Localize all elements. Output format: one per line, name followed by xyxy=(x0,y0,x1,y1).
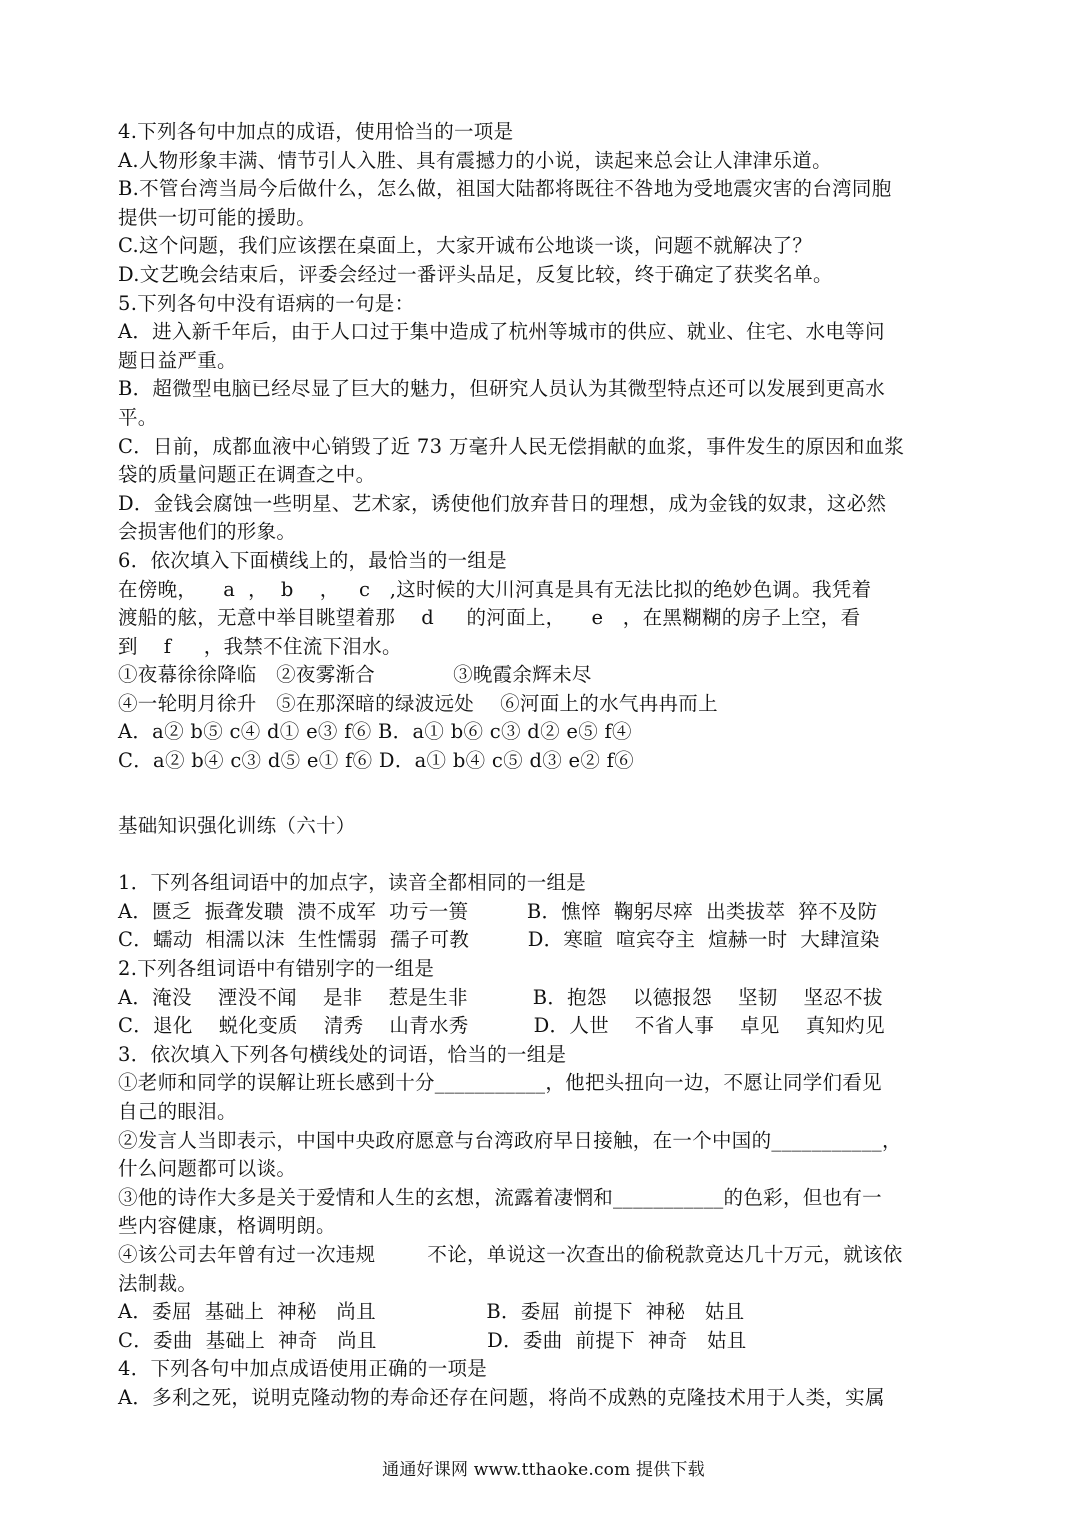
text-line: A．委屈 基础上 神秘 尚且 B．委屈 前提下 神秘 姑且 xyxy=(118,1300,745,1324)
text-line: A．多利之死，说明克隆动物的寿命还存在问题，将尚不成熟的克隆技术用于人类，实属 xyxy=(118,1385,885,1409)
spacer xyxy=(118,840,970,869)
text-line: 渡船的舷，无意中举目眺望着那 d 的河面上， e ，在黑糊糊的房子上空，看 xyxy=(118,606,861,630)
text-line: 4．下列各句中加点成语使用正确的一项是 xyxy=(118,1357,488,1381)
text-line: C．日前，成都血液中心销毁了近 73 万毫升人民无偿捐献的血浆，事件发生的原因和血浆 xyxy=(118,434,905,458)
document-page xyxy=(118,118,970,1413)
text-line: B.不管台湾当局今后做什么，怎么做，祖国大陆都将既往不咎地为受地震灾害的台湾同胞 xyxy=(118,177,892,201)
text-line: 袋的质量问题正在调查之中。 xyxy=(118,463,376,487)
section-title: 基础知识强化训练（六十） xyxy=(118,813,356,837)
exercise-block-2 xyxy=(118,869,970,1412)
text-line: 5.下列各句中没有语病的一句是： xyxy=(118,291,415,315)
text-line: C．a② b④ c③ d⑤ e① f⑥ D．a① b④ c⑤ d③ e② f⑥ xyxy=(118,749,634,773)
text-line: 在傍晚， a ， b ， c ,这时候的大川河真是具有无法比拟的绝妙色调。我凭着 xyxy=(118,577,872,601)
spacer xyxy=(118,776,970,812)
text-line: C．蠕动 相濡以沫 生性懦弱 孺子可教 D．寒暄 喧宾夺主 煊赫一时 大肆渲染 xyxy=(118,928,880,952)
exercise-block-1 xyxy=(118,118,970,776)
text-line: 2.下列各组词语中有错别字的一组是 xyxy=(118,957,435,981)
text-line: 6．依次填入下面横线上的，最恰当的一组是 xyxy=(118,548,507,572)
text-line: 些内容健康，格调明朗。 xyxy=(118,1214,336,1238)
text-line: 4.下列各句中加点的成语，使用恰当的一项是 xyxy=(118,120,514,143)
text-line: 什么问题都可以谈。 xyxy=(118,1157,297,1181)
page-footer: 通通好课网 www.tthaoke.com 提供下载 xyxy=(382,1460,705,1480)
text-line: ④该公司去年曾有过一次违规 不论，单说这一次查出的偷税款竟达几十万元，就该依 xyxy=(118,1242,903,1266)
text-line: 提供一切可能的援助。 xyxy=(118,205,317,229)
text-line: ②发言人当即表示，中国中央政府愿意与台湾政府早日接触，在一个中国的___________， xyxy=(118,1128,902,1152)
text-line: D．金钱会腐蚀一些明星、艺术家，诱使他们放弃昔日的理想，成为金钱的奴隶，这必然 xyxy=(118,491,887,515)
text-line: A．进入新千年后，由于人口过于集中造成了杭州等城市的供应、就业、住宅、水电等问 xyxy=(118,320,885,344)
text-line: B．超微型电脑已经尽显了巨大的魅力，但研究人员认为其微型特点还可以发展到更高水 xyxy=(118,377,886,401)
text-line: ①老师和同学的误解让班长感到十分___________，他把头扭向一边，不愿让同学们看见 xyxy=(118,1071,882,1095)
text-line: 到 f ，我禁不住流下泪水。 xyxy=(118,634,402,658)
text-line: C．退化 蜕化变质 清秀 山青水秀 D．人世 不省人事 卓见 真知灼见 xyxy=(118,1014,885,1038)
text-line: 3．依次填入下列各句横线处的词语，恰当的一组是 xyxy=(118,1042,567,1066)
text-line: 法制裁。 xyxy=(118,1271,198,1295)
text-line: A．淹没 湮没不闻 是非 惹是生非 B．抱怨 以德报怨 坚韧 坚忍不拔 xyxy=(118,985,883,1009)
text-line: C.这个问题，我们应该摆在桌面上，大家开诚布公地谈一谈，问题不就解决了？ xyxy=(118,234,813,258)
text-line: 题日益严重。 xyxy=(118,348,237,372)
text-line: ③他的诗作大多是关于爱情和人生的玄想，流露着凄惘和___________的色彩，但也有一 xyxy=(118,1185,882,1209)
text-line: 会损害他们的形象。 xyxy=(118,520,297,544)
text-line: 平。 xyxy=(118,405,158,429)
text-line: C．委曲 基础上 神奇 尚且 D．委曲 前提下 神奇 姑且 xyxy=(118,1328,747,1352)
text-line: 自己的眼泪。 xyxy=(118,1100,237,1123)
text-line: A．a② b⑤ c④ d① e③ f⑥ B．a① b⑥ c③ d② e⑤ f④ xyxy=(118,720,632,744)
text-line: 1．下列各组词语中的加点字，读音全都相同的一组是 xyxy=(118,871,587,895)
text-line: D.文艺晚会结束后，评委会经过一番评头品足，反复比较，终于确定了获奖名单。 xyxy=(118,262,833,286)
text-line: ④一轮明月徐升 ⑤在那深暗的绿波远处 ⑥河面上的水气冉冉而上 xyxy=(118,691,718,715)
text-line: A.人物形象丰满、情节引人入胜、具有震撼力的小说，读起来总会让人津津乐道。 xyxy=(118,148,832,172)
text-line: A．匮乏 振聋发聩 溃不成军 功亏一篑 B．憔悴 鞠躬尽瘁 出类拔萃 猝不及防 xyxy=(118,899,878,923)
text-line: ①夜幕徐徐降临 ②夜雾渐合 ③晚霞余辉未尽 xyxy=(118,663,592,687)
